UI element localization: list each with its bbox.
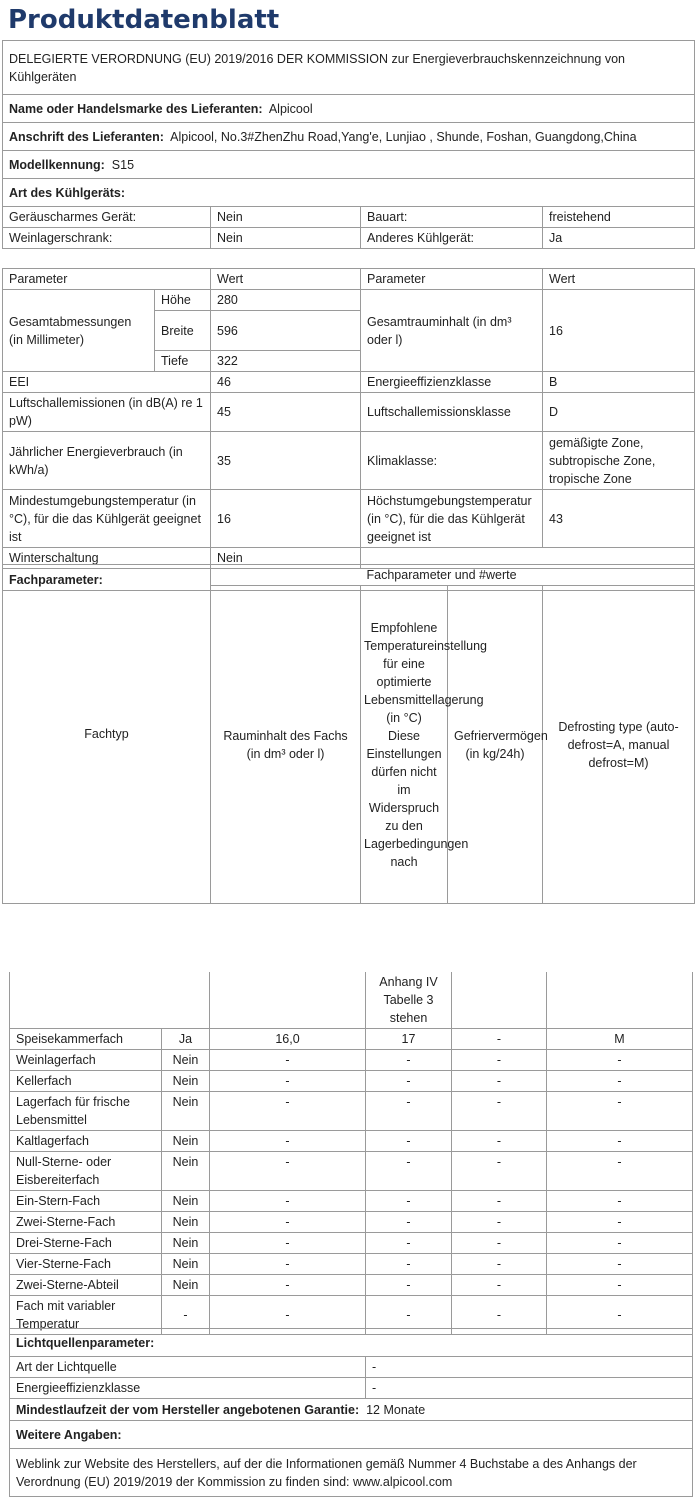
wine-cabinet-label: Weinlagerschrank:	[3, 228, 211, 249]
compartment-freeze: -	[452, 1254, 547, 1275]
compartment-freeze: -	[452, 1296, 547, 1335]
temperature-header-c: Anhang IV Tabelle 3 stehen	[366, 972, 452, 1029]
compartment-volume: -	[210, 1092, 366, 1131]
page-title: Produktdatenblatt	[8, 5, 280, 35]
compartment-present: Nein	[162, 1191, 210, 1212]
volume-label: Gesamtrauminhalt (in dm³ oder l)	[361, 290, 543, 372]
compartment-freeze: -	[452, 1029, 547, 1050]
table-row	[10, 1029, 693, 1050]
temperature-header-a: Empfohlene Temperatureinstellung für eine optimierte Lebensmittellagerung (in °C)	[364, 620, 487, 725]
low-noise-label: Geräuscharmes Gerät:	[3, 207, 211, 228]
compartment-defrost: -	[547, 1050, 693, 1071]
general-parameters-table	[2, 268, 695, 591]
compartment-temp: -	[366, 1212, 452, 1233]
compartment-volume: -	[210, 1233, 366, 1254]
compartment-name: Ein-Stern-Fach	[10, 1191, 162, 1212]
compartment-header-table	[2, 564, 695, 904]
table-row	[10, 1092, 693, 1131]
address-value: Alpicool, No.3#ZhenZhu Road,Yang'e, Lunjiao , Shunde, Foshan, Guangdong,China	[170, 129, 637, 144]
min-temp-label: Mindestumgebungstemperatur (in °C), für die das Kühlgerät geeignet ist	[3, 490, 211, 548]
compartment-freeze: -	[452, 1212, 547, 1233]
header-value-2: Wert	[543, 269, 695, 290]
width-label: Breite	[155, 311, 211, 351]
compartment-temp: -	[366, 1296, 452, 1335]
compartment-temp: -	[366, 1191, 452, 1212]
compartment-freeze: -	[452, 1071, 547, 1092]
compartment-volume: -	[210, 1071, 366, 1092]
compartment-present: Nein	[162, 1050, 210, 1071]
compartment-volume: -	[210, 1212, 366, 1233]
compartment-present: Nein	[162, 1212, 210, 1233]
compartment-defrost: -	[547, 1233, 693, 1254]
max-temp-value: 43	[543, 490, 695, 548]
compartment-volume: -	[210, 1275, 366, 1296]
compartment-freeze: -	[452, 1275, 547, 1296]
compartment-name: Null-Sterne- oder Eisbereiterfach	[10, 1152, 162, 1191]
noise-label: Luftschallemissionen (in dB(A) re 1 pW)	[3, 393, 211, 432]
other-appliance-label: Anderes Kühlgerät:	[361, 228, 543, 249]
light-params-label: Lichtquellenparameter:	[10, 1329, 693, 1357]
supplier-row	[3, 95, 695, 123]
compartment-temp: -	[366, 1092, 452, 1131]
compartment-temp: -	[366, 1254, 452, 1275]
compartment-present: Nein	[162, 1233, 210, 1254]
compartment-name: Drei-Sterne-Fach	[10, 1233, 162, 1254]
compartment-present: Nein	[162, 1275, 210, 1296]
compartment-volume: 16,0	[210, 1029, 366, 1050]
compartment-defrost: -	[547, 1254, 693, 1275]
compartment-defrost: -	[547, 1212, 693, 1233]
design-label: Bauart:	[361, 207, 543, 228]
light-source-table	[9, 1328, 693, 1497]
compartment-temp: 17	[366, 1029, 452, 1050]
temperature-header-b: Diese Einstellungen dürfen nicht im Widerspruch zu den Lagerbedingungen nach	[364, 728, 469, 869]
compartment-name: Weinlagerfach	[10, 1050, 162, 1071]
compartment-freeze: -	[452, 1233, 547, 1254]
compartment-temp: -	[366, 1152, 452, 1191]
light-type-value: -	[366, 1357, 693, 1378]
compartment-volume: -	[210, 1296, 366, 1335]
compartment-volume: -	[210, 1131, 366, 1152]
table-row	[10, 1071, 693, 1092]
compartment-defrost: -	[547, 1071, 693, 1092]
header-parameter: Parameter	[3, 269, 211, 290]
compartment-present: -	[162, 1296, 210, 1335]
height-value: 280	[211, 290, 361, 311]
depth-label: Tiefe	[155, 351, 211, 372]
compartment-defrost: M	[547, 1029, 693, 1050]
energy-class-value: B	[543, 372, 695, 393]
compartment-volume: -	[210, 1152, 366, 1191]
compartment-volume: -	[210, 1050, 366, 1071]
address-label: Anschrift des Lieferanten:	[9, 129, 164, 144]
address-row	[3, 123, 695, 151]
compartment-present: Ja	[162, 1029, 210, 1050]
compartment-temp: -	[366, 1233, 452, 1254]
warranty-row	[10, 1399, 693, 1421]
compartment-name: Vier-Sterne-Fach	[10, 1254, 162, 1275]
design-value: freistehend	[543, 207, 695, 228]
compartment-temp: -	[366, 1050, 452, 1071]
table-row	[10, 1131, 693, 1152]
height-label: Höhe	[155, 290, 211, 311]
table-row	[10, 1050, 693, 1071]
warranty-value: 12 Monate	[366, 1402, 426, 1417]
compartment-group-header: Fachparameter und #werte	[361, 565, 695, 586]
light-class-value: -	[366, 1378, 693, 1399]
noise-value: 45	[211, 393, 361, 432]
table-row	[10, 1275, 693, 1296]
weblink-text: Weblink zur Website des Herstellers, auf der die Informationen gemäß Nummer 4 Buchstabe a des Anhangs der Verordnung (EU) 2019/2019 der Kommission zu finden sind: www.alpicool.com	[10, 1449, 693, 1497]
compartment-name: Kaltlagerfach	[10, 1131, 162, 1152]
energy-class-label: Energieeffizienzklasse	[361, 372, 543, 393]
compartment-table	[9, 972, 693, 1335]
header-parameter-2: Parameter	[361, 269, 543, 290]
further-info-label: Weitere Angaben:	[10, 1421, 693, 1449]
noise-class-value: D	[543, 393, 695, 432]
compartment-defrost: -	[547, 1275, 693, 1296]
compartment-defrost: -	[547, 1152, 693, 1191]
compartment-freeze: -	[452, 1131, 547, 1152]
noise-class-label: Luftschallemissionsklasse	[361, 393, 543, 432]
dimensions-label: Gesamtabmessungen (in Millimeter)	[3, 290, 155, 372]
compartment-name: Kellerfach	[10, 1071, 162, 1092]
table-row	[10, 1233, 693, 1254]
eei-value: 46	[211, 372, 361, 393]
defrost-type-header: Defrosting type (auto-defrost=A, manual defrost=M)	[543, 586, 695, 904]
annual-energy-label: Jährlicher Energieverbrauch (in kWh/a)	[3, 432, 211, 490]
compartment-defrost: -	[547, 1131, 693, 1152]
compartment-volume: -	[210, 1191, 366, 1212]
compartment-freeze: -	[452, 1092, 547, 1131]
winter-value: Nein	[211, 548, 361, 569]
model-row	[3, 151, 695, 179]
compartment-defrost: -	[547, 1191, 693, 1212]
climate-class-label: Klimaklasse:	[361, 432, 543, 490]
climate-class-value: gemäßigte Zone, subtropische Zone, tropische Zone	[543, 432, 695, 490]
header-value: Wert	[211, 269, 361, 290]
width-value: 596	[211, 311, 361, 351]
supplier-label: Name oder Handelsmarke des Lieferanten:	[9, 101, 263, 116]
low-noise-value: Nein	[211, 207, 361, 228]
compartment-name: Zwei-Sterne-Abteil	[10, 1275, 162, 1296]
table-row	[10, 1212, 693, 1233]
temperature-header	[361, 586, 487, 904]
compartment-present: Nein	[162, 1071, 210, 1092]
compartment-defrost: -	[547, 1296, 693, 1335]
compartment-present: Nein	[162, 1131, 210, 1152]
wine-cabinet-value: Nein	[211, 228, 361, 249]
compartment-name: Fach mit variabler Temperatur	[10, 1296, 162, 1335]
table-row	[10, 1191, 693, 1212]
annual-energy-value: 35	[211, 432, 361, 490]
model-value: S15	[111, 157, 135, 172]
supplier-value: Alpicool	[268, 101, 313, 116]
eei-label: EEI	[3, 372, 211, 393]
compartment-present: Nein	[162, 1092, 210, 1131]
compartment-name: Lagerfach für frische Lebensmittel	[10, 1092, 162, 1131]
model-label: Modellkennung:	[9, 157, 105, 172]
compartment-temp: -	[366, 1071, 452, 1092]
table-row	[10, 1152, 693, 1191]
appliance-type-label: Art des Kühlgeräts:	[3, 179, 695, 207]
compartment-volume-header: Rauminhalt des Fachs (in dm³ oder l)	[211, 586, 361, 904]
compartment-freeze: -	[452, 1050, 547, 1071]
warranty-label: Mindestlaufzeit der vom Hersteller angebotenen Garantie:	[16, 1402, 360, 1417]
fachtyp-header: Fachtyp	[3, 565, 211, 904]
volume-value: 16	[543, 290, 695, 372]
compartment-freeze: -	[452, 1191, 547, 1212]
compartment-params-label: Fachparameter:	[3, 569, 695, 591]
freezing-capacity-header: Gefriervermögen (in kg/24h)	[448, 586, 543, 904]
compartment-freeze: -	[452, 1152, 547, 1191]
max-temp-label: Höchstumgebungstemperatur (in °C), für die das Kühlgerät geeignet ist	[361, 490, 543, 548]
light-class-label: Energieeffizienzklasse	[10, 1378, 366, 1399]
compartment-name: Zwei-Sterne-Fach	[10, 1212, 162, 1233]
winter-label: Winterschaltung	[3, 548, 211, 569]
compartment-defrost: -	[547, 1092, 693, 1131]
compartment-name: Speisekammerfach	[10, 1029, 162, 1050]
table-row	[10, 1254, 693, 1275]
min-temp-value: 16	[211, 490, 361, 548]
supplier-info-table	[2, 40, 695, 249]
light-type-label: Art der Lichtquelle	[10, 1357, 366, 1378]
regulation-text: DELEGIERTE VERORDNUNG (EU) 2019/2016 DER KOMMISSION zur Energieverbrauchskennzeichnung von Kühlgeräten	[3, 41, 695, 95]
compartment-present: Nein	[162, 1152, 210, 1191]
compartment-present: Nein	[162, 1254, 210, 1275]
compartment-temp: -	[366, 1131, 452, 1152]
compartment-temp: -	[366, 1275, 452, 1296]
other-appliance-value: Ja	[543, 228, 695, 249]
depth-value: 322	[211, 351, 361, 372]
compartment-volume: -	[210, 1254, 366, 1275]
